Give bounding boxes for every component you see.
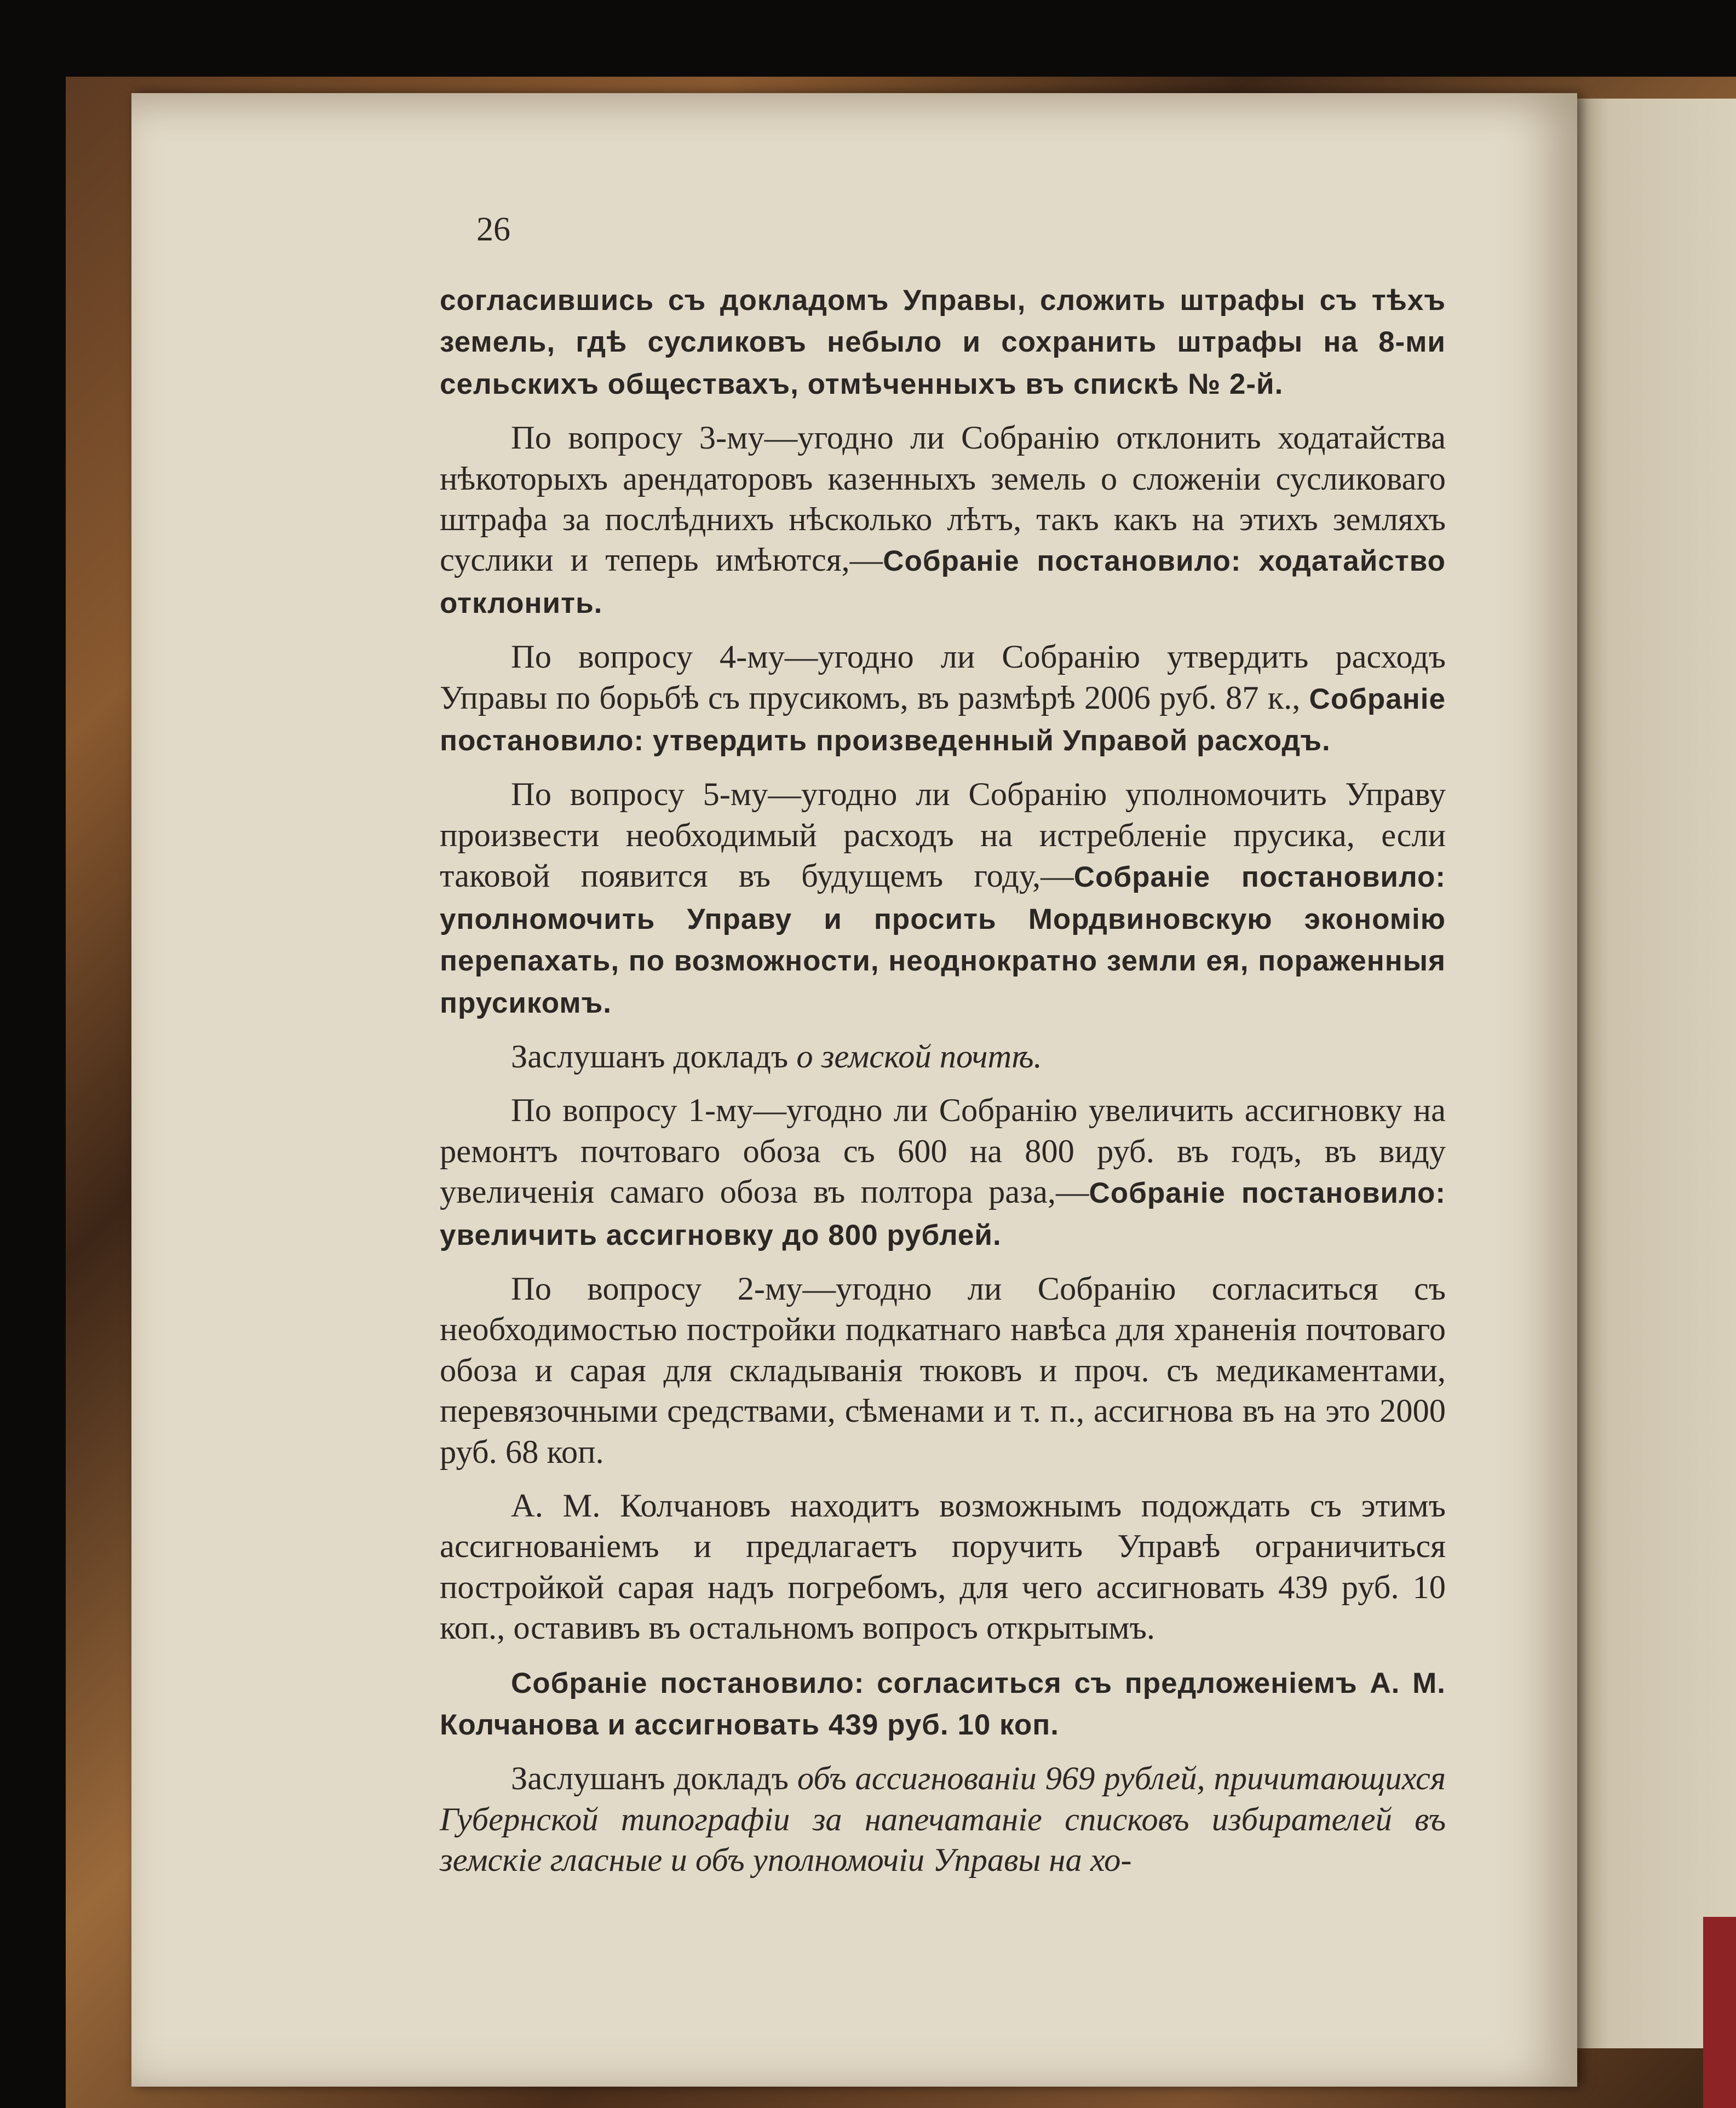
- resolution-text: Собраніе постановило: увеличить ассигновку до 800 рублей.: [440, 1177, 1446, 1251]
- resolution-text: Собраніе постановило: ходатайство отклонить.: [440, 545, 1446, 619]
- paragraph: [440, 1037, 1446, 1077]
- body-text: По вопросу 1-му—угодно ли Собранію увеличить ассигновку на ремонтъ почтоваго обоза съ 600 на 800 руб. въ годъ, въ виду увеличенія самаго обоза въ полтора раза,—: [440, 1092, 1446, 1211]
- body-text: Заслушанъ докладъ: [511, 1038, 797, 1075]
- paragraph: [440, 774, 1446, 1023]
- page-text-block: [440, 279, 1446, 1894]
- resolution-text: Собраніе постановило: согласиться съ предложеніемъ А. М. Колчанова и ассигновать 439 руб. 10 коп.: [440, 1667, 1446, 1741]
- body-text: Заслушанъ докладъ: [511, 1760, 797, 1797]
- red-binding-edge: [1703, 1917, 1736, 2108]
- resolution-text: Собраніе постановило: уполномочить Управу и просить Мордвиновскую экономію перепахать, по возможности, неоднократно земли ея, пораженныя прусикомъ.: [440, 861, 1446, 1019]
- resolution-text: согласившись съ докладомъ Управы, сложить штрафы съ тѣхъ земель, гдѣ сусликовъ небыло и сохранить штрафы на 8-ми сельскихъ обществахъ, отмѣченныхъ въ спискѣ № 2-й.: [440, 284, 1446, 400]
- facing-page-edge: [1577, 99, 1736, 2048]
- body-text: По вопросу 5-му—угодно ли Собранію уполномочить Управу произвести необходимый расходъ на истребленіе прусика, если таковой появится въ будущемъ году,—: [440, 776, 1446, 895]
- body-text: По вопросу 3-му—угодно ли Собранію отклонить ходатайства нѣкоторыхъ арендаторовъ казенныхъ земель о сложеніи сусликоваго штрафа за послѣднихъ нѣсколько лѣтъ, такъ какъ на этихъ земляхъ суслики и теперь имѣются,—: [440, 420, 1446, 579]
- paragraph: [440, 1090, 1446, 1256]
- paragraph: [440, 1662, 1446, 1746]
- paragraph: [440, 279, 1446, 405]
- paragraph: [440, 418, 1446, 624]
- body-text: По вопросу 4-му—угодно ли Собранію утвердить расходъ Управы по борьбѣ съ прусикомъ, въ размѣрѣ 2006 руб. 87 к.,: [440, 639, 1446, 716]
- paragraph: [440, 1269, 1446, 1473]
- paragraph: [440, 1759, 1446, 1881]
- report-title-text: о земской почтѣ.: [796, 1038, 1042, 1075]
- body-text: А. М. Колчановъ находитъ возможнымъ подождать съ этимъ ассигнованіемъ и предлагаетъ поручить Управѣ ограничиться постройкой сарая надъ погребомъ, для чего ассигновать 439 руб. 10 коп., оставивъ въ остальномъ вопросъ открытымъ.: [440, 1487, 1446, 1647]
- paragraph: [440, 637, 1446, 761]
- resolution-text: Собраніе постановило: утвердить произведенный Управой расходъ.: [440, 682, 1446, 757]
- page-number: 26: [476, 211, 510, 248]
- body-text: По вопросу 2-му—угодно ли Собранію согласиться съ необходимостью постройки подкатнаго навѣса для храненія почтоваго обоза и сарая для складыванія тюковъ и проч. съ медикаментами, перевязочными средствами, сѣменами и т. п., ассигнова въ на это 2000 руб. 68 коп.: [440, 1270, 1446, 1471]
- paragraph: [440, 1486, 1446, 1649]
- report-title-text: объ ассигнованіи 969 рублей, причитающихся Губернской типографіи за напечатаніе списковъ избирателей въ земскіе гласные и объ уполномочіи Управы на хо-: [440, 1760, 1446, 1879]
